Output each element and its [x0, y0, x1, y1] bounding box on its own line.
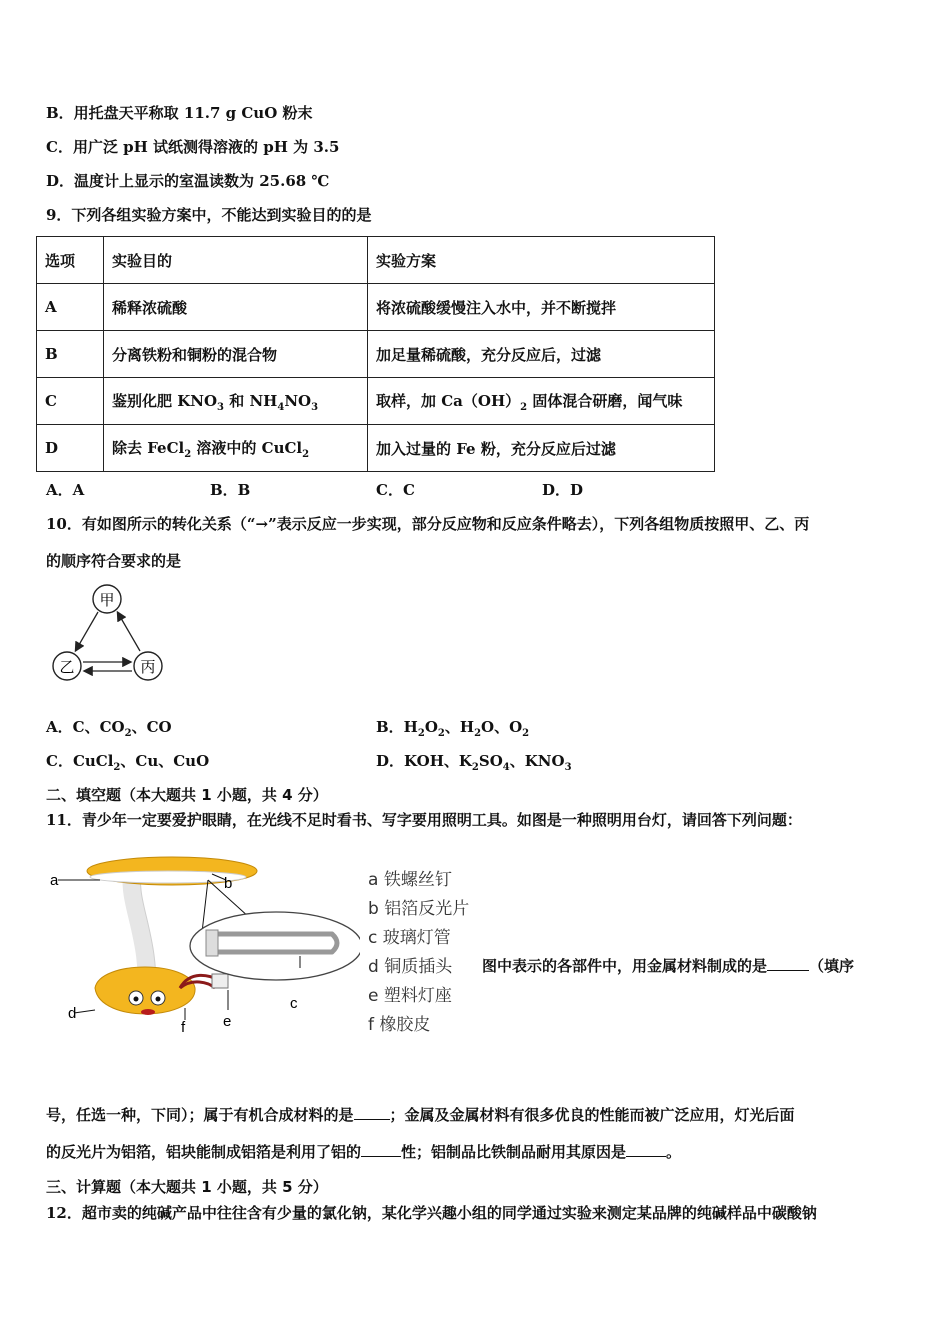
q10-choice-c: C．CuCl$_2$、Cu、CuO [46, 752, 210, 773]
row-purpose: 除去 FeCl$_2$ 溶液中的 CuCl$_2$ [104, 425, 368, 472]
q10-choice-b: B．$H_2O_2$、$H_2O$、$O_2$ [376, 718, 530, 739]
table-row [37, 378, 715, 425]
row-purpose: 分离铁粉和铜粉的混合物 [104, 331, 368, 378]
q11-line2: 号，任选一种，下同）；属于有机合成材料的是 ；金属及金属材料有很多优良的性能而被广泛应用，灯光后面 [46, 1106, 795, 1124]
header-plan: 实验方案 [368, 237, 715, 284]
q9-choice-a: A．A [46, 481, 85, 499]
q9-choice-b: B．B [210, 481, 251, 499]
q8-option-d: D．温度计上显示的室温读数为 25.68 ℃ [46, 172, 330, 190]
row-option: B [37, 331, 104, 378]
lamp-part-labels [368, 866, 469, 1040]
answer-blank [354, 1107, 390, 1120]
row-purpose: 鉴别化肥 $KNO_3$ 和 $NH_4NO_3$ [104, 378, 368, 425]
figure-letter-a: a [50, 872, 59, 889]
figure-letter-e: e [223, 1013, 232, 1030]
lamp-base [95, 967, 195, 1014]
header-option: 选项 [37, 237, 104, 284]
row-option: A [37, 284, 104, 331]
figure-letter-d: d [68, 1005, 77, 1022]
table-header-row [37, 237, 715, 284]
q11-line3: 的反光片为铝箔，铝块能制成铝箔是利用了铝的 性；铝制品比铁制品耐用其原因是 。 [46, 1143, 682, 1161]
row-option: C [37, 378, 104, 425]
plug [212, 974, 228, 988]
q11-side-text: 图中表示的各部件中，用金属材料制成的是 （填序 [482, 957, 855, 975]
figure-letter-b: b [224, 875, 233, 892]
node-jia-label: 甲 [99, 591, 115, 609]
figure-letter-f: f [181, 1019, 186, 1036]
row-plan: 将浓硫酸缓慢注入水中，并不断搅拌 [368, 284, 715, 331]
label-d: d 铜质插头 [368, 957, 453, 977]
label-f: f 橡胶皮 [368, 1015, 431, 1035]
desk-lamp-figure [40, 850, 360, 1045]
q9-choice-c: C．C [376, 481, 415, 499]
q8-option-c: C．用广泛 pH 试纸测得溶液的 pH 为 3.5 [46, 138, 340, 156]
node-yi-label: 乙 [59, 658, 75, 676]
label-a: a 铁螺丝钉 [368, 870, 452, 890]
q9-stem: 9．下列各组实验方案中，不能达到实验目的的是 [46, 206, 372, 224]
answer-blank [626, 1144, 666, 1157]
row-purpose: 稀释浓硫酸 [104, 284, 368, 331]
arrow-bing-to-jia [118, 613, 140, 651]
transformation-diagram [40, 580, 180, 690]
q10-choice-a: A．C、$CO_2$、CO [46, 718, 172, 739]
q10-choice-d: D．KOH、$K_2SO_4$、$KNO_3$ [376, 752, 572, 773]
row-option: D [37, 425, 104, 472]
q9-choice-d: D．D [542, 481, 584, 499]
row-plan: 加足量稀硫酸，充分反应后，过滤 [368, 331, 715, 378]
section-calc-title: 三、计算题（本大题共 1 小题，共 5 分） [46, 1178, 328, 1196]
section-fill-in-title: 二、填空题（本大题共 1 小题，共 4 分） [46, 786, 328, 804]
q9-table [36, 236, 715, 472]
table-row [37, 331, 715, 378]
q10-stem-line1: 10．有如图所示的转化关系（“→”表示反应一步实现，部分反应物和反应条件略去），下列各组物质按照甲、乙、丙 [46, 515, 810, 533]
row-plan: 取样，加 $Ca(OH)_2$ 固体混合研磨，闻气味 [368, 378, 715, 425]
label-e: e 塑料灯座 [368, 986, 452, 1006]
label-c: c 玻璃灯管 [368, 928, 451, 948]
q10-stem-line2: 的顺序符合要求的是 [46, 552, 182, 570]
answer-blank [361, 1144, 401, 1157]
figure-letter-c: c [290, 995, 298, 1012]
label-b: b 铝箔反光片 [368, 899, 470, 919]
header-purpose: 实验目的 [104, 237, 368, 284]
table-row [37, 425, 715, 472]
row-plan: 加入过量的 Fe 粉，充分反应后过滤 [368, 425, 715, 472]
arrow-jia-to-yi [76, 612, 98, 650]
node-bing-label: 丙 [140, 658, 156, 676]
q8-option-b: B．用托盘天平称取 11.7 g CuO 粉末 [46, 104, 313, 122]
q11-stem: 11．青少年一定要爱护眼睛，在光线不足时看书、写字要用照明工具。如图是一种照明用台灯，请回答下列问题： [46, 811, 802, 829]
answer-blank [767, 958, 809, 971]
q12-stem: 12．超市卖的纯碱产品中往往含有少量的氯化钠，某化学兴趣小组的同学通过实验来测定某品牌的纯碱样品中碳酸钠 [46, 1204, 817, 1222]
table-row [37, 284, 715, 331]
